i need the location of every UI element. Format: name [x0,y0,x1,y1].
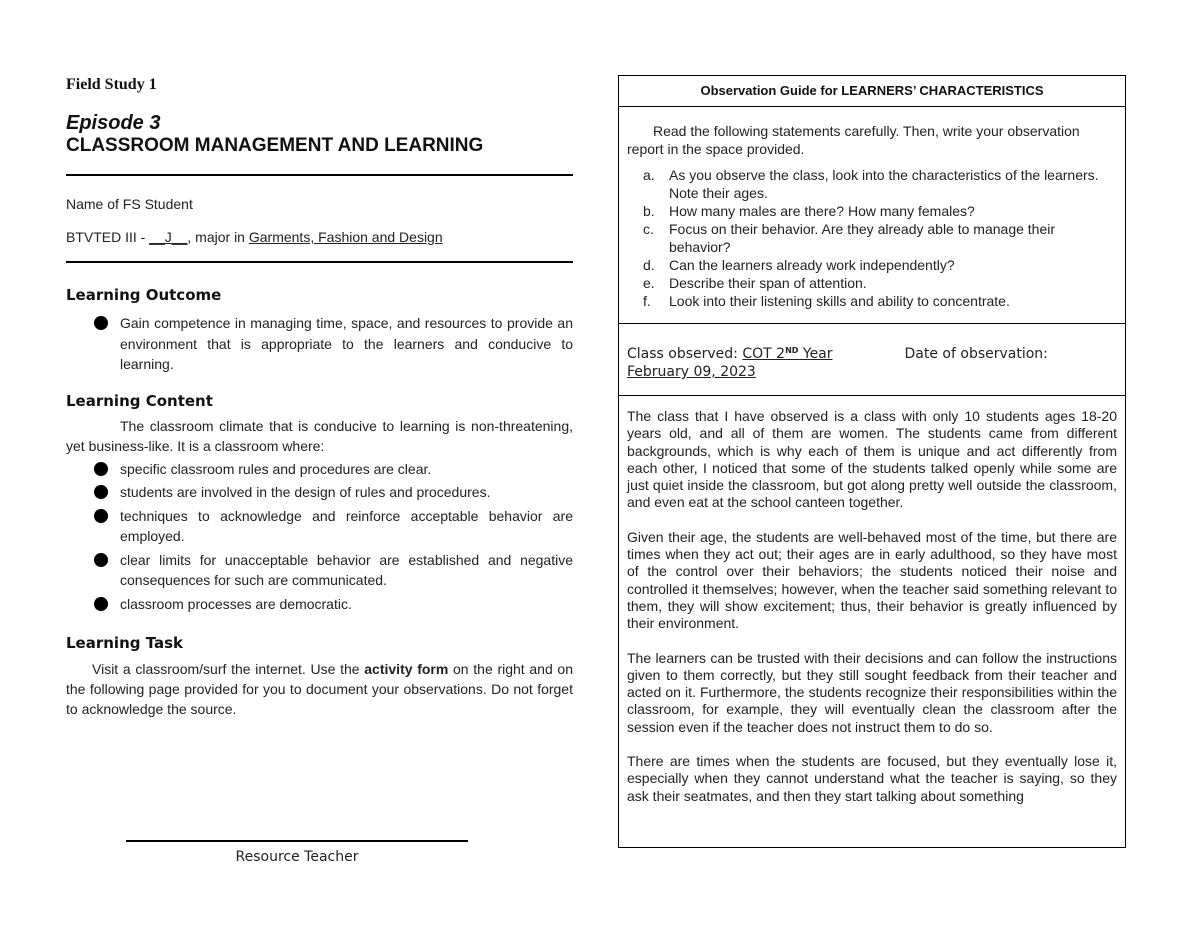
item-letter: b. [643,203,655,219]
course-line [66,229,573,245]
date-label: Date of observation: [904,346,1048,362]
signature-line [126,840,468,842]
list-item [627,292,1117,310]
item-letter: d. [643,257,655,273]
item-text: As you observe the class, look into the characteristics of the learners. Note their ages. [669,167,1099,201]
class-observed-label: Class observed: [627,346,743,362]
bullet-icon [94,597,108,611]
task-text-bold: activity form [364,661,449,677]
observation-paragraph: The class that I have observed is a class with only 10 students ages 18-20 years old, and all of them are women. The students came from different backgrounds, which is why each of them is unique and act differently from each other, I noticed that some of the students talked openly while some are just quiet inside the classroom, but got along pretty well outside the classroom, and even eat at the school canteen together. [627,408,1117,511]
item-letter: e. [643,275,655,291]
list-item [627,166,1117,202]
observation-paragraph: There are times when the students are focused, but they eventually lose it, especially when they cannot understand what the teacher is saying, so they ask their seatmates, and then they start talking about something [627,753,1117,804]
task-text-before: Visit a classroom/surf the internet. Use the [92,661,365,677]
content-item-text: students are involved in the design of rules and procedures. [120,484,491,500]
fs-student-name-label: Name of FS Student [66,196,193,212]
instruction-text: Read the following statements carefully. Then, write your observation report in the space provided. [627,123,1080,157]
list-item [66,506,573,547]
bullet-icon [94,316,108,330]
content-item-text: specific classroom rules and procedures are clear. [120,460,432,477]
episode-title: Episode 3 [66,112,161,134]
course-middle: , major in [187,229,249,245]
list-item [627,220,1117,256]
list-item [66,313,573,375]
instructions-section [619,107,1125,324]
list-item [627,202,1117,220]
list-item [66,482,573,503]
page-title: CLASSROOM MANAGEMENT AND LEARNING [66,135,484,156]
class-ordinal: ND [785,346,799,355]
learning-task-heading: Learning Task [66,634,184,652]
content-item-text: clear limits for unacceptable behavior are established and negative consequences for such are communicated. [120,551,573,588]
item-text: Look into their listening skills and ability to concentrate. [669,293,1010,309]
list-item [66,550,573,591]
observation-guide-title: Observation Guide for LEARNERS’ CHARACTERISTICS [619,76,1125,107]
outcome-text: Gain competence in managing time, space, and resources to provide an environment that is appropriate to the learners and conducive to learning. [120,315,573,372]
divider [66,261,573,263]
item-letter: a. [643,167,655,183]
task-paragraph [66,659,573,719]
item-text: Can the learners already work independently? [669,257,955,273]
content-intro: The classroom climate that is conducive to learning is non-threatening, yet business-like. It is a classroom where: [66,417,573,454]
date-value: February 09, 2023 [627,364,756,380]
bullet-icon [94,485,108,499]
observation-paragraph: Given their age, the students are well-behaved most of the time, but there are times when they act out; their ages are in early adulthood, so they have most of the control over their behaviors; the students noticed their noise and controlled it themselves; however, when the teacher said something relevant to them, they will show excitement; thus, their behavior is greatly influenced by their environment. [627,528,1117,632]
list-item [66,459,573,480]
list-item [627,274,1117,292]
content-item-text: techniques to acknowledge and reinforce acceptable behavior are employed. [120,507,573,544]
item-text: Describe their span of attention. [669,275,867,291]
class-year: Year [798,346,833,362]
observation-guide-box [618,75,1126,848]
task-text-after: on the right and on the following page provided for you to document your observations. Do not forget to acknowledge the source. [66,661,573,717]
class-code: COT 2 [742,346,786,362]
bullet-icon [94,462,108,476]
resource-teacher-label: Resource Teacher [235,849,359,865]
content-item-text: classroom processes are democratic. [120,595,352,612]
bullet-icon [94,509,108,523]
guide-list [627,166,1117,310]
class-info-section [619,324,1125,396]
left-column [66,76,573,719]
item-text: Focus on their behavior. Are they already able to manage their behavior? [669,221,1056,255]
course-section: __J__ [149,229,188,245]
list-item [66,594,573,615]
observation-report [619,396,1125,805]
observation-paragraph: The learners can be trusted with their decisions and can follow the instructions given to them correctly, but they still sought feedback from their teacher and acted on it. Furthermore, the students recognize their responsibilities within the classroom, for example, they will eventually clean the classroom after the session even if the teacher does not instruct them to do so. [627,649,1117,735]
outcome-list [66,313,573,375]
divider [66,174,573,176]
item-text: How many males are there? How many females? [669,203,975,219]
learning-outcome-heading: Learning Outcome [66,286,222,304]
bullet-icon [94,553,108,567]
class-observed-value [742,346,832,362]
content-list [66,459,573,615]
field-study-label: Field Study 1 [66,76,157,93]
learning-content-heading: Learning Content [66,391,213,410]
course-prefix: BTVTED III - [66,229,150,245]
list-item [627,256,1117,274]
item-letter: f. [643,293,651,309]
item-letter: c. [643,221,654,237]
course-major: Garments, Fashion and Design [248,229,443,245]
